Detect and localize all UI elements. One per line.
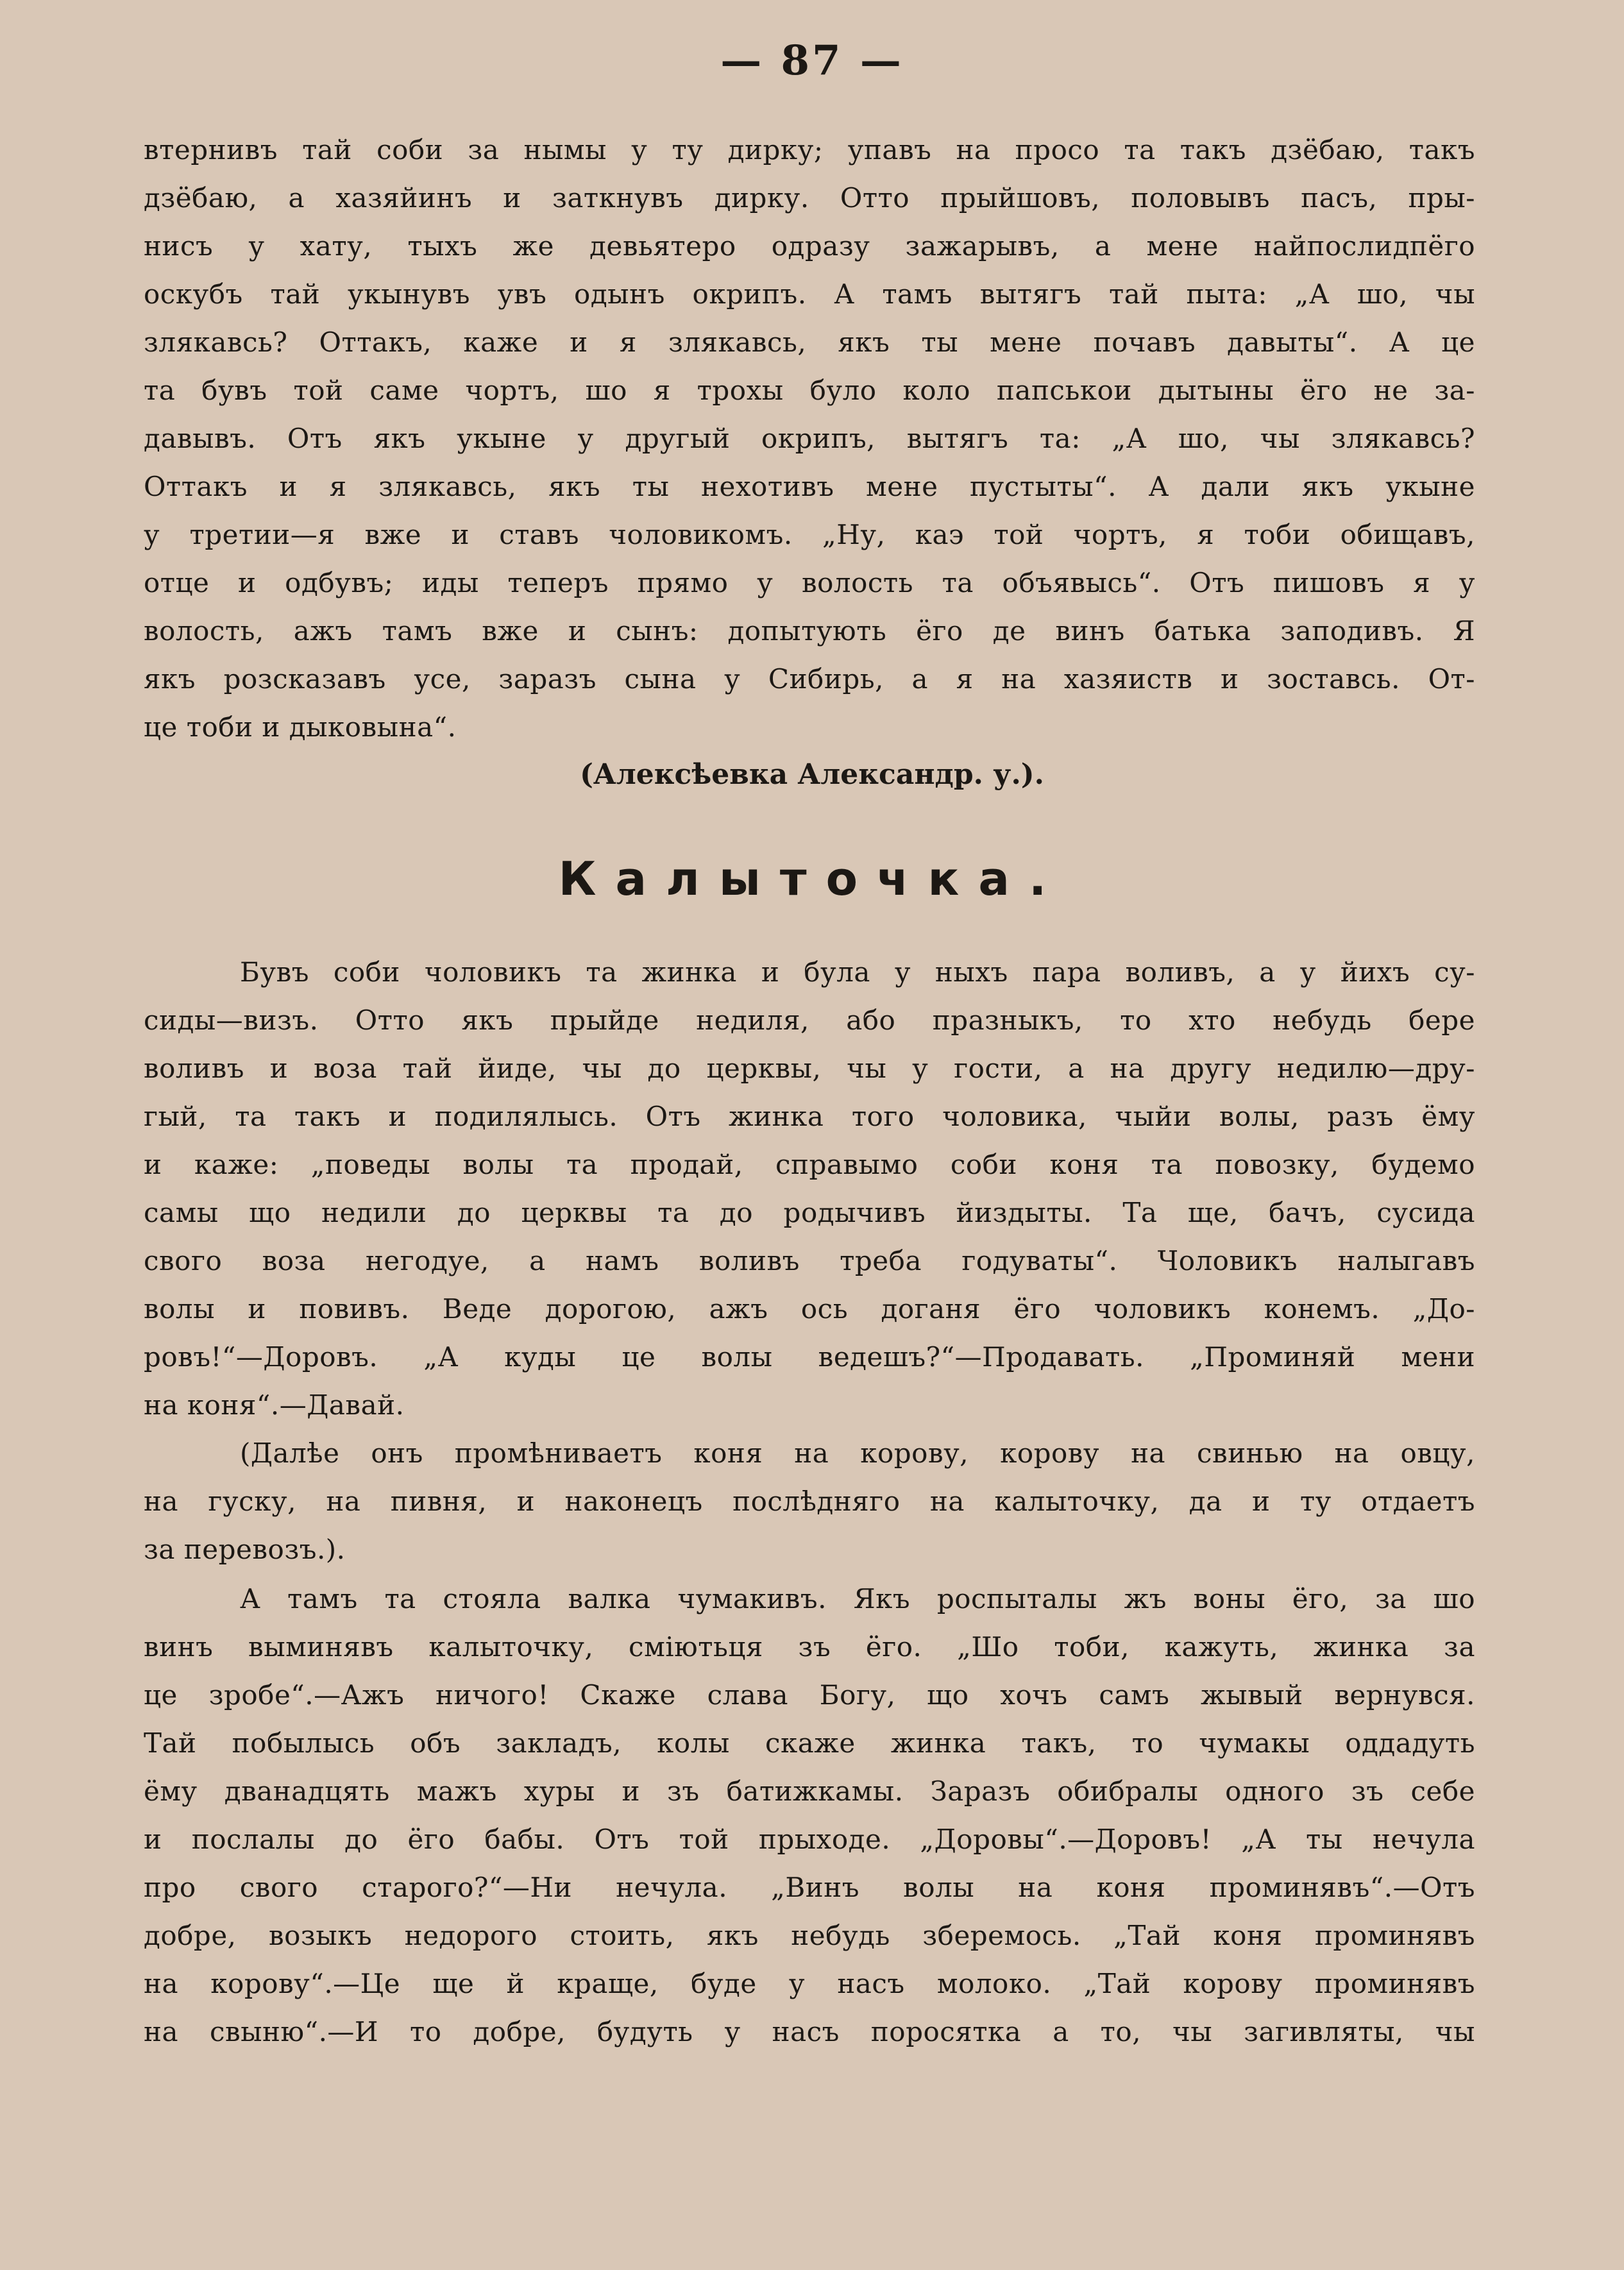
text-line: свого воза негодуе, а намъ воливъ треба годуваты“. Чоловикъ налыгавъ <box>144 1245 1475 1276</box>
text-line: на коня“.—Давай. <box>144 1389 405 1421</box>
text-line: злякавсь? Оттакъ, каже и я злякавсь, якъ ты мене почавъ давыты“. А це <box>144 326 1475 358</box>
story-ending-paragraph <box>144 126 1475 751</box>
text-line: волы и повивъ. Веде дорогою, ажъ ось доганя ёго чоловикъ конемъ. „До- <box>144 1293 1475 1325</box>
text-line: дзёбаю, а хазяйинъ и заткнувъ дирку. Отто прыйшовъ, половывъ пасъ, пры- <box>144 182 1475 214</box>
text-line: якъ розсказавъ усе, заразъ сына у Сибирь, а я на хазяиств и зоставсь. От- <box>144 663 1475 695</box>
text-line: (Далѣе онъ промѣниваетъ коня на корову, корову на свинью на овцу, <box>240 1437 1475 1469</box>
text-line: самы що недили до церквы та до родычивъ йиздыты. Та ще, бачъ, сусида <box>144 1197 1475 1228</box>
text-line: ёму дванадцять мажъ хуры и зъ батижкамы. Заразъ обибралы одного зъ себе <box>144 1775 1475 1807</box>
text-line: нисъ у хату, тыхъ же девьятеро одразу зажарывъ, а мене найпослидпёго <box>144 230 1475 262</box>
source-attribution: (Алексѣевка Александр. у.). <box>580 758 1044 791</box>
text-line: за перевозъ.). <box>144 1534 346 1565</box>
text-line: воливъ и воза тай йиде, чы до церквы, чы у гости, а на другу недилю—дру- <box>144 1053 1475 1084</box>
text-line: на свыню“.—И то добре, будуть у насъ поросятка а то, чы загивляты, чы <box>144 2016 1475 2047</box>
text-line: оскубъ тай укынувъ увъ одынъ окрипъ. А тамъ вытягъ тай пыта: „А шо, чы <box>144 278 1475 310</box>
text-line: давывъ. Отъ якъ укыне у другый окрипъ, вытягъ та: „А шо, чы злякавсь? <box>144 423 1475 454</box>
text-line: Тай побылысь объ закладъ, колы скаже жинка такъ, то чумакы оддадуть <box>144 1727 1475 1759</box>
paragraph-2 <box>144 1429 1475 1573</box>
text-line: гый, та такъ и подилялысь. Отъ жинка того чоловика, чыйи волы, разъ ёму <box>144 1101 1475 1132</box>
text-line: це тоби и дыковына“. <box>144 711 457 743</box>
story-title: Калыточка. <box>558 852 1066 906</box>
text-line: на гуску, на пивня, и наконецъ послѣдняго на калыточку, да и ту отдаетъ <box>144 1486 1475 1517</box>
text-line: Оттакъ и я злякавсь, якъ ты нехотивъ мене пустыты“. А дали якъ укыне <box>144 471 1475 502</box>
text-line: на корову“.—Це ще й краще, буде у насъ молоко. „Тай корову проминявъ <box>144 1968 1475 1999</box>
page-number: — 87 — <box>720 37 904 85</box>
text-line: Бувъ соби чоловикъ та жинка и була у ныхъ пара воливъ, а у йихъ су- <box>240 956 1475 988</box>
text-line: у третии—я вже и ставъ чоловикомъ. „Ну, каэ той чортъ, я тоби обищавъ, <box>144 519 1475 550</box>
paragraph-3 <box>144 1575 1475 2056</box>
text-line: и каже: „поведы волы та продай, справымо соби коня та повозку, будемо <box>144 1149 1475 1180</box>
text-line: ровъ!“—Доровъ. „А куды це волы ведешъ?“—Продавать. „Проминяй мени <box>144 1341 1475 1373</box>
text-line: волость, ажъ тамъ вже и сынъ: допытують ёго де винъ батька заподивъ. Я <box>144 615 1475 647</box>
text-line: сиды—визъ. Отто якъ прыйде недиля, або празныкъ, то хто небудь бере <box>144 1004 1475 1036</box>
text-line: та бувъ той саме чортъ, шо я трохы було коло папськои дытыны ёго не за- <box>144 375 1475 406</box>
text-line: це зробе“.—Ажъ ничого! Скаже слава Богу, що хочъ самъ жывый вернувся. <box>144 1679 1475 1711</box>
text-line: и послалы до ёго бабы. Отъ той прыходе. „Доровы“.—Доровъ! „А ты нечула <box>144 1824 1475 1855</box>
text-line: втернивъ тай соби за нымы у ту дирку; упавъ на просо та такъ дзёбаю, такъ <box>144 134 1475 165</box>
text-line: отце и одбувъ; иды теперъ прямо у волость та объявысь“. Отъ пишовъ я у <box>144 567 1475 598</box>
text-line: про свого старого?“—Ни нечула. „Винъ волы на коня проминявъ“.—Отъ <box>144 1872 1475 1903</box>
paragraph-1 <box>144 948 1475 1429</box>
text-line: добре, возыкъ недорого стоить, якъ небудь зберемось. „Тай коня проминявъ <box>144 1920 1475 1951</box>
text-line: винъ выминявъ калыточку, сміютьця зъ ёго. „Шо тоби, кажуть, жинка за <box>144 1631 1475 1663</box>
text-line: А тамъ та стояла валка чумакивъ. Якъ роспыталы жъ воны ёго, за шо <box>240 1583 1475 1614</box>
